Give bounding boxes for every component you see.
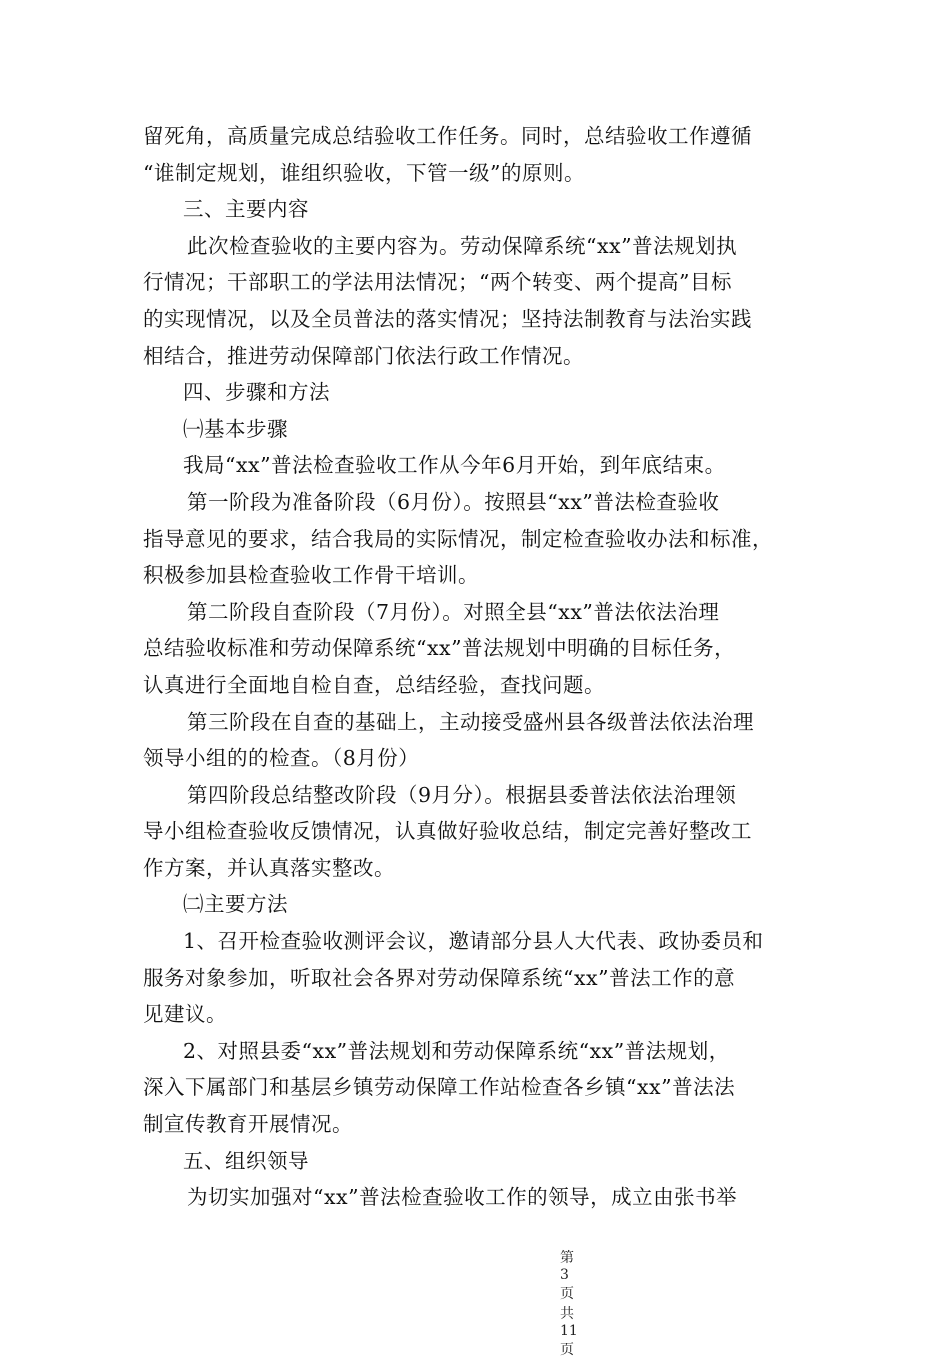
page-number-footer: 第3页共11页 <box>560 1250 578 1358</box>
section-heading: 四、步骤和方法 <box>183 380 330 405</box>
text-line: 作方案，并认真落实整改。 <box>143 855 395 880</box>
text-line: 第一阶段为准备阶段（6月份）。按照县“xx”普法检查验收 <box>187 489 720 514</box>
subsection-heading: ㈠基本步骤 <box>183 416 288 441</box>
text-line: 导小组检查验收反馈情况，认真做好验收总结，制定完善好整改工 <box>143 819 752 844</box>
text-line: 领导小组的的检查。（8月份） <box>143 746 420 771</box>
text-line: 第三阶段在自查的基础上，主动接受盛州县各级普法依法治理 <box>187 709 754 734</box>
text-line: 第二阶段自查阶段（7月份）。对照全县“xx”普法依法治理 <box>187 599 720 624</box>
text-line: 的实现情况，以及全员普法的落实情况；坚持法制教育与法治实践 <box>143 306 752 331</box>
section-heading: 三、主要内容 <box>183 197 309 222</box>
text-line: 留死角，高质量完成总结验收工作任务。同时，总结验收工作遵循 <box>143 124 752 148</box>
text-line: 2、对照县委“xx”普法规划和劳动保障系统“xx”普法规划， <box>183 1038 730 1063</box>
text-line: 积极参加县检查验收工作骨干培训。 <box>143 563 479 588</box>
text-line: 第四阶段总结整改阶段（9月分）。根据县委普法依法治理领 <box>187 782 737 807</box>
text-line: 我局“xx”普法检查验收工作从今年6月开始，到年底结束。 <box>183 453 726 478</box>
text-line: 总结验收标准和劳动保障系统“xx”普法规划中明确的目标任务， <box>143 636 736 661</box>
text-line: 认真进行全面地自检自查，总结经验，查找问题。 <box>143 672 605 697</box>
document-body <box>143 118 813 1216</box>
text-line: 此次检查验收的主要内容为。劳动保障系统“xx”普法规划执 <box>187 233 738 258</box>
subsection-heading: ㈡主要方法 <box>183 892 288 917</box>
text-line: “谁制定规划，谁组织验收，下管一级”的原则。 <box>143 160 585 185</box>
text-line: 制宣传教育开展情况。 <box>143 1112 353 1137</box>
text-line: 深入下属部门和基层乡镇劳动保障工作站检查各乡镇“xx”普法法 <box>143 1075 736 1100</box>
text-line: 服务对象参加，听取社会各界对劳动保障系统“xx”普法工作的意 <box>143 965 736 990</box>
text-line: 为切实加强对“xx”普法检查验收工作的领导，成立由张书举 <box>187 1185 738 1210</box>
text-line: 相结合，推进劳动保障部门依法行政工作情况。 <box>143 343 584 368</box>
text-line: 行情况；干部职工的学法用法情况；“两个转变、两个提高”目标 <box>143 270 732 295</box>
section-heading: 五、组织领导 <box>183 1148 309 1173</box>
text-line: 见建议。 <box>143 1002 227 1027</box>
text-line: 1、召开检查验收测评会议，邀请部分县人大代表、政协委员和 <box>183 929 764 954</box>
text-line: 指导意见的要求，结合我局的实际情况，制定检查验收办法和标准， <box>143 526 773 551</box>
